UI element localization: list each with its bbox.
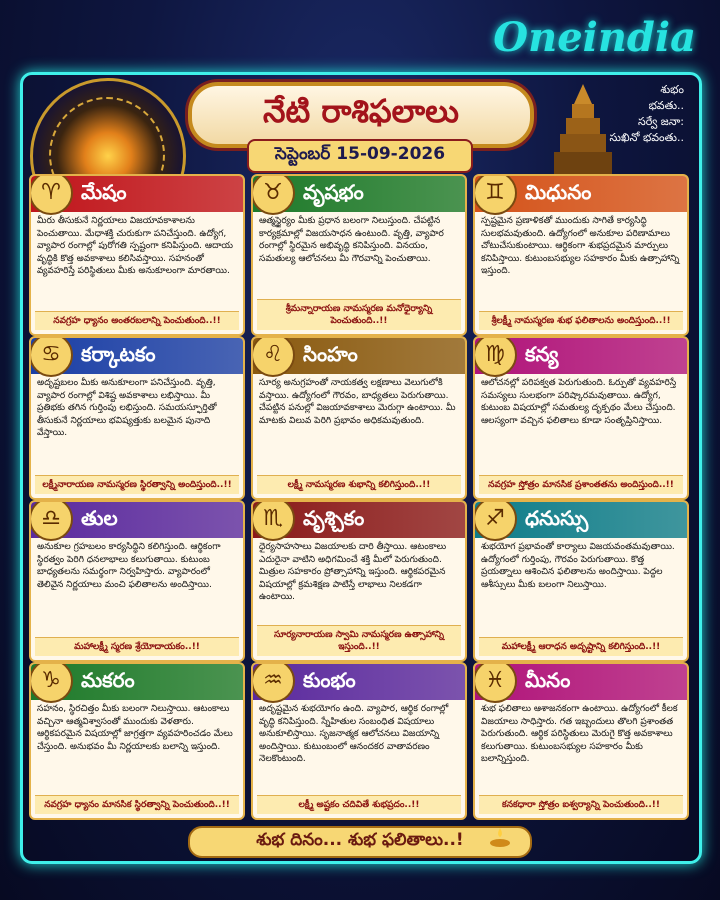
sign-header bbox=[253, 338, 465, 374]
sign-name: తుల bbox=[81, 505, 118, 530]
sign-name: కర్కాటకం bbox=[81, 341, 156, 366]
sign-remedy: నవగ్రహ ధ్యానం మానసిక స్థిరత్వాన్ని పెంచుతుంది..!! bbox=[35, 795, 239, 814]
sign-prediction: సూర్య అనుగ్రహంతో నాయకత్వ లక్షణాలు వెలుగులోకి వస్తాయి. ఉద్యోగంలో గౌరవం, బాధ్యతలు పెరుగుతాయి. చేపట్టిన పనుల్లో విజయావకాశాలు మెరుగ్గా ఉంటాయి. మీ మాటకు విలువ పెరిగి ప్రభావం అధికమవుతుంది. bbox=[259, 378, 456, 426]
sign-remedy: శ్రీమన్నారాయణ నామస్మరణ మనోధైర్యాన్ని పెంచుతుంది..!! bbox=[257, 299, 461, 330]
blessing-text bbox=[564, 82, 684, 146]
sign-remedy: శ్రీలక్ష్మీ నామస్మరణ శుభ ఫలితాలను అందిస్తుంది..!! bbox=[479, 311, 683, 330]
sign-remedy: మహాలక్ష్మీ స్మరణ శ్రేయోదాయకం..!! bbox=[35, 637, 239, 656]
blessing-line: శుభం bbox=[660, 83, 684, 96]
sign-header bbox=[31, 176, 243, 212]
sign-name: సింహం bbox=[303, 341, 358, 366]
sign-name: మిధునం bbox=[525, 179, 592, 204]
blessing-line: సుఖినో భవంతు.. bbox=[609, 131, 684, 144]
sign-header bbox=[253, 664, 465, 700]
sign-header bbox=[475, 176, 687, 212]
sign-header bbox=[475, 502, 687, 538]
virgo-icon: ♍ bbox=[473, 336, 517, 377]
archer-icon: ♐ bbox=[473, 500, 517, 541]
scorpion-icon: ♏ bbox=[251, 500, 295, 541]
goat-icon: ♑ bbox=[29, 662, 73, 703]
sign-card bbox=[251, 500, 467, 662]
sign-prediction: స్పష్టమైన ప్రణాళికతో ముందుకు సాగితే కార్యసిద్ధి సులభమవుతుంది. ఉద్యోగంలో అనుకూల పరిణామాలు చోటుచేసుకుంటాయి. ఆర్థికంగా శుభప్రదమైన మార్పులు కనిపిస్తాయి. కుటుంబసభ్యుల సహకారం మీకు ఉత్సాహాన్ని ఇస్తుంది. bbox=[481, 216, 680, 277]
sign-prediction: ధైర్యసాహసాలు విజయాలకు దారి తీస్తాయి. ఆటంకాలు ఎదురైనా వాటిని అధిగమించే శక్తి మీలో పెరుగుతుంది. మిత్రుల సహకారం ప్రోత్సాహాన్ని ఇస్తుంది. ఆర్థికపరమైన విషయాల్లో క్రమశిక్షణ పాటిస్తే లాభాలు నిలకడగా ఉంటాయి. bbox=[259, 542, 447, 603]
sign-remedy: లక్ష్మీనారాయణ నామస్మరణ స్థిరత్వాన్ని అందిస్తుంది..!! bbox=[35, 475, 239, 494]
sign-name: మకరం bbox=[81, 667, 135, 692]
sign-name: ధనుస్సు bbox=[525, 505, 589, 530]
sign-name: వృషభం bbox=[303, 179, 364, 204]
ram-icon: ♈ bbox=[29, 174, 73, 215]
sign-card bbox=[251, 662, 467, 820]
bull-icon: ♉ bbox=[251, 174, 295, 215]
sign-prediction: అదృష్టబలం మీకు అనుకూలంగా పనిచేస్తుంది. వృత్తి, వ్యాపార రంగాల్లో విశిష్ట అవకాశాలు లభిస్తాయి. మీ ప్రతిభకు తగిన గుర్తింపు లభిస్తుంది. సమయస్ఫూర్తితో తీసుకునే నిర్ణయాలు భవిష్యత్తుకు బలమైన పునాది వేస్తాయి. bbox=[37, 378, 217, 439]
fish-icon: ♓ bbox=[473, 662, 517, 703]
sign-name: కుంభం bbox=[303, 667, 356, 692]
sign-prediction: అదృష్టమైన శుభయోగం ఉంది. వ్యాపార, ఆర్థిక రంగాల్లో వృద్ధి కనిపిస్తుంది. స్నేహితుల సంబంధిత విషయాలు అనుకూలిస్తాయి. సృజనాత్మక ఆలోచనలు విజయాన్ని అందిస్తాయి. కుటుంబంలో ఆనందకర వాతావరణం నెలకొంటుంది. bbox=[259, 704, 449, 765]
sign-card bbox=[251, 174, 467, 336]
sign-remedy: లక్ష్మీ అష్టకం చదివితే శుభప్రదం..!! bbox=[257, 795, 461, 814]
sign-card bbox=[29, 500, 245, 662]
crab-icon: ♋ bbox=[29, 336, 73, 377]
sign-header bbox=[31, 338, 243, 374]
twins-icon: ♊ bbox=[473, 174, 517, 215]
blessing-line: భవతు.. bbox=[648, 99, 684, 112]
sign-remedy: కనకధారా స్తోత్రం ఐశ్వర్యాన్ని పెంచుతుంది..!! bbox=[479, 795, 683, 814]
sign-card bbox=[29, 174, 245, 336]
sign-remedy: నవగ్రహ ధ్యానం అంతరబలాన్ని పెంచుతుంది..!! bbox=[35, 311, 239, 330]
sign-card bbox=[473, 336, 689, 500]
sign-header bbox=[31, 502, 243, 538]
sign-card bbox=[251, 336, 467, 500]
page-title: నేటి రాశిఫలాలు bbox=[263, 92, 459, 130]
sign-card bbox=[473, 500, 689, 662]
sign-name: మేషం bbox=[81, 179, 127, 204]
sign-remedy: లక్ష్మీ నామస్మరణ శుభాన్ని కలిగిస్తుంది..!! bbox=[257, 475, 461, 494]
sign-header bbox=[475, 338, 687, 374]
blessing-line: సర్వే జనా: bbox=[638, 115, 684, 128]
footer-banner: శుభ దినం... శుభ ఫలితాలు..! bbox=[188, 826, 532, 858]
sign-prediction: ఆత్మస్థైర్యం మీకు ప్రధాన బలంగా నిలుస్తుంది. చేపట్టిన కార్యక్రమాల్లో విజయసాధన ఉంటుంది. వృత్తి, వ్యాపార రంగాల్లో స్థిరమైన అభివృద్ధి కనిపిస్తుంది. వినయం, సమతుల్య ఆలోచనలు మీ గౌరవాన్ని పెంచుతాయి. bbox=[259, 216, 444, 264]
sign-name: మీనం bbox=[525, 667, 571, 692]
sign-prediction: ఆలోచనల్లో పరిపక్వత పెరుగుతుంది. ఓర్పుతో వ్యవహరిస్తే సమస్యలు సులభంగా పరిష్కారమవుతాయి. ఉద్యోగ, కుటుంబ విషయాల్లో సమతుల్య దృక్పథం మేలు చేస్తుంది. ఆలస్యంగా వచ్చిన ఫలితాలు కూడా సంతృప్తినిస్తాయి. bbox=[481, 378, 677, 426]
sign-remedy: సూర్యనారాయణ స్వామి నామస్మరణ ఉత్సాహాన్ని ఇస్తుంది..!! bbox=[257, 625, 461, 656]
sign-name: వృశ్చికం bbox=[303, 505, 365, 530]
sign-prediction: శుభయోగ ప్రభావంతో కార్యాలు విజయవంతమవుతాయి. ఉద్యోగంలో గుర్తింపు, గౌరవం పెరుగుతాయి. కొత్త ప్రయత్నాలు ఆశించిన ఫలితాలను అందిస్తాయి. పెద్దల ఆశీస్సులు మీకు బలంగా నిలుస్తాయి. bbox=[481, 542, 675, 590]
sign-grid bbox=[26, 174, 692, 820]
sign-prediction: మీరు తీసుకునే నిర్ణయాలు విజయావకాశాలను పెంచుతాయి. మేధాశక్తి చురుకుగా పనిచేస్తుంది. ఉద్యోగ, వ్యాపార రంగాల్లో పురోగతి స్పష్టంగా కనిపిస్తుంది. ఆదాయ వృద్ధికి కొత్త అవకాశాలు కలిసివస్తాయి. సహనంతో వ్యవహరిస్తే పరిస్థితులు మీకు అనుకూలంగా మారతాయి. bbox=[37, 216, 234, 277]
sign-header bbox=[475, 664, 687, 700]
sign-header bbox=[253, 502, 465, 538]
sign-header bbox=[253, 176, 465, 212]
sign-card bbox=[473, 174, 689, 336]
brand-logo: Oneindia bbox=[493, 14, 696, 61]
lion-icon: ♌ bbox=[251, 336, 295, 377]
water-bearer-icon: ♒ bbox=[251, 662, 295, 703]
sign-prediction: శుభ ఫలితాలు ఆశాజనకంగా ఉంటాయి. ఉద్యోగంలో కీలక విజయాలు సాధిస్తారు. గత ఇబ్బందులు తొలగి ప్రశాంతత పెరుగుతుంది. ఆర్థిక పరిస్థితులు మెరుగై కొత్త అవకాశాలు కలుగుతాయి. కుటుంబసభ్యుల సహకారం మీకు బలాన్నిస్తుంది. bbox=[481, 704, 678, 765]
sign-name: కన్య bbox=[525, 341, 559, 366]
sign-remedy: నవగ్రహ స్తోత్రం మానసిక ప్రశాంతతను అందిస్తుంది..!! bbox=[479, 475, 683, 494]
lamp-icon bbox=[488, 826, 512, 850]
sign-card bbox=[29, 336, 245, 500]
sign-remedy: మహాలక్ష్మీ ఆరాధన అదృష్టాన్ని కలిగిస్తుంది..!! bbox=[479, 637, 683, 656]
sign-header bbox=[31, 664, 243, 700]
date-badge: సెప్టెంబర్ 15-09-2026 bbox=[247, 139, 473, 173]
sign-card bbox=[473, 662, 689, 820]
sign-prediction: అనుకూల గ్రహబలం కార్యసిద్ధిని కలిగిస్తుంది. ఆర్థికంగా స్థిరత్వం పెరిగి ధనలాభాలు కలుగుతాయి. కుటుంబ బాధ్యతలను సమర్థంగా నిర్వహిస్తారు. వ్యాపారంలో తెలివైన నిర్ణయాలు మంచి ఫలితాలను అందిస్తాయి. bbox=[37, 542, 221, 590]
sign-card bbox=[29, 662, 245, 820]
sign-prediction: సహనం, స్థిరచిత్తం మీకు బలంగా నిలుస్తాయి. ఆటంకాలు వచ్చినా ఆత్మవిశ్వాసంతో ముందుకు వెళతారు. ఆర్థికపరమైన విషయాల్లో జాగ్రత్తగా వ్యవహరించడం మేలు చేస్తుంది. అనుభవం మీ నిర్ణయాలకు బలాన్ని ఇస్తుంది. bbox=[37, 704, 233, 752]
scales-icon: ♎ bbox=[29, 500, 73, 541]
